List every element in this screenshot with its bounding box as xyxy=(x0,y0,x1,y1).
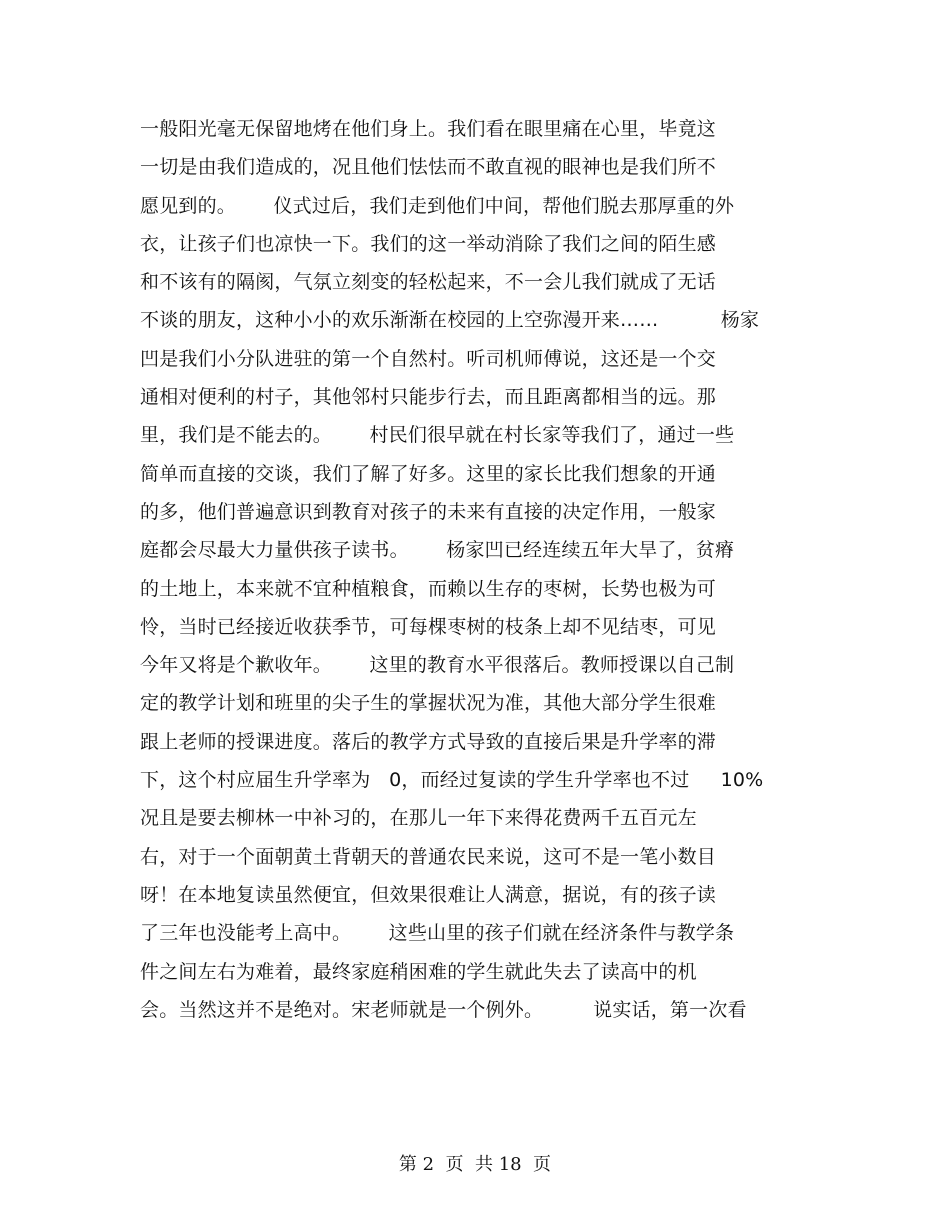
text-line: 定的教学计划和班里的尖子生的掌握状况为准，其他大部分学生很难 xyxy=(140,692,717,715)
text-line: 通相对便利的村子，其他邻村只能步行去，而且距离都相当的远。那 xyxy=(140,386,717,409)
text-line: 的多，他们普遍意识到教育对孩子的未来有直接的决定作用，一般家 xyxy=(140,500,717,523)
text-line: 不谈的朋友，这种小小的欢乐渐渐在校园的上空弥漫开来…… 杨家 xyxy=(140,309,760,332)
text-line: 里，我们是不能去的。 村民们很早就在村长家等我们了，通过一些 xyxy=(140,424,735,447)
text-line: 了三年也没能考上高中。 这些山里的孩子们就在经济条件与教学条 xyxy=(140,922,735,945)
text-line: 简单而直接的交谈，我们了解了好多。这里的家长比我们想象的开通 xyxy=(140,462,717,485)
text-line: 愿见到的。 仪式过后，我们走到他们中间，帮他们脱去那厚重的外 xyxy=(140,194,735,217)
text-line: 会。当然这并不是绝对。宋老师就是一个例外。 说实话，第一次看 xyxy=(140,998,747,1021)
text-line: 庭都会尽最大力量供孩子读书。 杨家凹已经连续五年大旱了，贫瘠 xyxy=(140,539,735,562)
text-line: 和不该有的隔阂，气氛立刻变的轻松起来，不一会儿我们就成了无话 xyxy=(140,271,717,294)
text-line: 跟上老师的授课进度。落后的教学方式导致的直接后果是升学率的滞 xyxy=(140,730,717,753)
text-line: 呀！在本地复读虽然便宜，但效果很难让人满意，据说，有的孩子读 xyxy=(140,883,717,906)
text-line: 一般阳光毫无保留地烤在他们身上。我们看在眼里痛在心里，毕竟这 xyxy=(140,118,717,140)
text-line: 凹是我们小分队进驻的第一个自然村。听司机师傅说，这还是一个交 xyxy=(140,347,717,370)
text-line: 件之间左右为难着，最终家庭稍困难的学生就此失去了读高中的机 xyxy=(140,960,697,983)
text-line: 况且是要去柳林一中补习的，在那儿一年下来得花费两千五百元左 xyxy=(140,807,697,830)
text-line: 怜，当时已经接近收获季节，可每棵枣树的枝条上却不见结枣，可见 xyxy=(140,615,717,638)
body-text xyxy=(140,110,820,1029)
text-line: 下，这个村应届生升学率为 0，而经过复读的学生升学率也不过 10% xyxy=(140,769,764,792)
text-line: 一切是由我们造成的，况且他们怯怯而不敢直视的眼神也是我们所不 xyxy=(140,156,717,179)
text-line: 今年又将是个歉收年。 这里的教育水平很落后。教师授课以自己制 xyxy=(140,654,735,677)
page-number-footer: 第 2 页 共 18 页 xyxy=(398,1154,552,1175)
text-line: 右，对于一个面朝黄土背朝天的普通农民来说，这可不是一笔小数目 xyxy=(140,845,717,868)
text-line: 的土地上，本来就不宜种植粮食，而赖以生存的枣树，长势也极为可 xyxy=(140,577,717,600)
text-line: 衣，让孩子们也凉快一下。我们的这一举动消除了我们之间的陌生感 xyxy=(140,232,717,255)
